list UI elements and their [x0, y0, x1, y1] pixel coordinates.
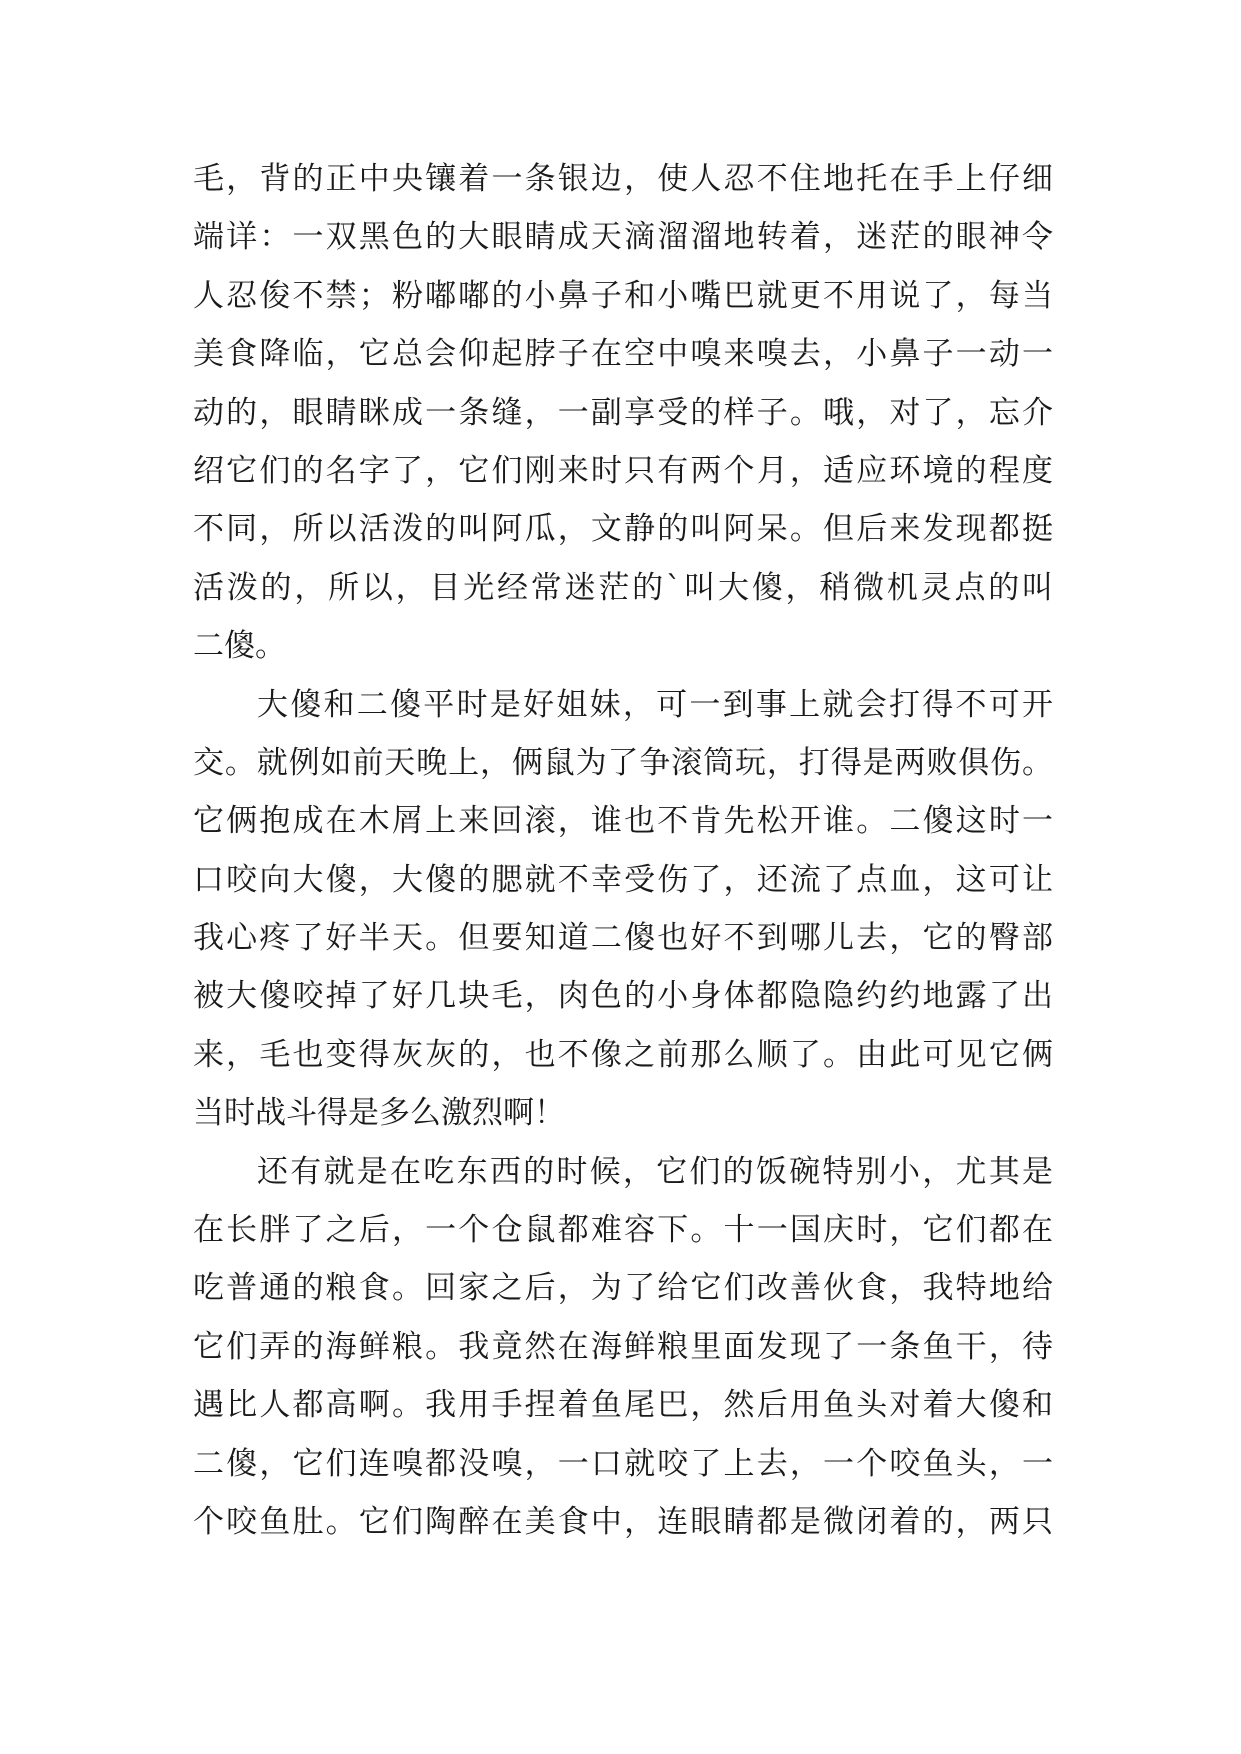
text-line: 绍它们的名字了，它们刚来时只有两个月，适应环境的程度	[193, 452, 1053, 489]
text-line: 在长胖了之后，一个仓鼠都难容下。十一国庆时，它们都在	[193, 1212, 1053, 1249]
text-line: 二傻，它们连嗅都没嗅，一口就咬了上去，一个咬鱼头，一	[193, 1445, 1053, 1482]
text-line: 遇比人都高啊。我用手捏着鱼尾巴，然后用鱼头对着大傻和	[193, 1387, 1053, 1424]
text-line: 大傻和二傻平时是好姐妹，可一到事上就会打得不可开	[257, 686, 1053, 723]
text-line: 交。就例如前天晚上，俩鼠为了争滚筒玩，打得是两败俱伤。	[193, 744, 1053, 781]
text-line: 被大傻咬掉了好几块毛，肉色的小身体都隐隐约约地露了出	[193, 978, 1053, 1015]
text-line: 不同，所以活泼的叫阿瓜，文静的叫阿呆。但后来发现都挺	[193, 511, 1053, 548]
text-line: 人忍俊不禁；粉嘟嘟的小鼻子和小嘴巴就更不用说了，每当	[193, 277, 1053, 314]
text-line: 来，毛也变得灰灰的，也不像之前那么顺了。由此可见它俩	[193, 1036, 1053, 1073]
text-line: 当时战斗得是多么激烈啊！	[193, 1095, 565, 1132]
text-line: 口咬向大傻，大傻的腮就不幸受伤了，还流了点血，这可让	[193, 861, 1053, 898]
body-text	[193, 150, 1053, 1551]
text-line: 毛，背的正中央镶着一条银边，使人忍不住地托在手上仔细	[193, 161, 1053, 197]
text-line: 它俩抱成在木屑上来回滚，谁也不肯先松开谁。二傻这时一	[193, 803, 1053, 840]
text-line: 它们弄的海鲜粮。我竟然在海鲜粮里面发现了一条鱼干，待	[193, 1328, 1053, 1365]
text-line: 美食降临，它总会仰起脖子在空中嗅来嗅去，小鼻子一动一	[193, 336, 1053, 373]
text-line: 端详：一双黑色的大眼睛成天滴溜溜地转着，迷茫的眼神令	[193, 219, 1053, 256]
text-line: 动的，眼睛眯成一条缝，一副享受的样子。哦，对了，忘介	[193, 394, 1053, 431]
text-line: 还有就是在吃东西的时候，它们的饭碗特别小，尤其是	[257, 1153, 1053, 1190]
text-line: 吃普通的粮食。回家之后，为了给它们改善伙食，我特地给	[193, 1270, 1053, 1307]
text-line: 活泼的，所以，目光经常迷茫的`叫大傻，稍微机灵点的叫	[193, 569, 1053, 606]
text-line: 我心疼了好半天。但要知道二傻也好不到哪儿去，它的臀部	[193, 920, 1053, 957]
text-line: 二傻。	[193, 628, 286, 665]
text-line: 个咬鱼肚。它们陶醉在美食中，连眼睛都是微闭着的，两只	[193, 1503, 1053, 1540]
